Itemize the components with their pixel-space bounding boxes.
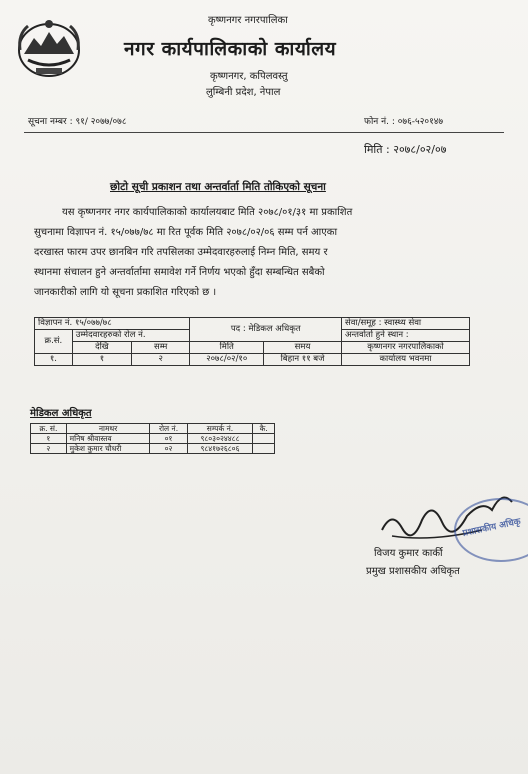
- cell-remarks: [253, 444, 275, 454]
- body-line: दरखास्त फारम उपर छानबिन गरि तपसिलका उम्मेदवारहरुलाई निम्न मिति, समय र: [34, 247, 328, 258]
- post-cell: पद : मेडिकल अधिकृत: [190, 318, 342, 342]
- phone-number: फोन नं. : ०७६-५२०१४७: [364, 117, 444, 127]
- table-row: [31, 444, 275, 454]
- notice-body: [34, 203, 492, 303]
- office-province: लुम्बिनी प्रदेश, नेपाल: [206, 87, 281, 98]
- signatory-name: विजय कुमार कार्की: [374, 548, 443, 559]
- place-header: अन्तर्वार्ता हुने स्थान :: [342, 330, 470, 342]
- section-label: मेडिकल अधिकृत: [30, 408, 92, 419]
- place-line1: कृष्णनगर नगरपालिकाको: [342, 342, 470, 354]
- from-header: देखि: [72, 342, 131, 354]
- time-header: समय: [264, 342, 342, 354]
- cell-contact: ९८४१७२६८०६: [187, 444, 253, 454]
- row-sn: १.: [35, 354, 73, 366]
- interview-schedule-table: [34, 317, 470, 366]
- ad-number-cell: विज्ञापन नं. १५/०७७/७८: [35, 318, 190, 330]
- body-line: यस कृष्णनगर नगर कार्यपालिकाको कार्यालयबाट मिति २०७८/०१/३१ मा प्रकाशित: [62, 207, 353, 218]
- notice-title: छोटो सूची प्रकाशन तथा अन्तर्वार्ता मिति तोकिएको सूचना: [110, 181, 326, 193]
- body-line: स्थानमा संचालन हुने अन्तर्वार्तामा समावेश गर्ने निर्णय भएको हुँदा सम्बन्धित सबैको: [34, 267, 325, 278]
- cell-sn: १: [31, 434, 67, 444]
- place-line2: कार्यालय भवनमा: [342, 354, 470, 366]
- col-header-remarks: कै.: [253, 424, 275, 434]
- row-from: १: [72, 354, 131, 366]
- stamp-text: प्रशासकीय अधिकृ: [461, 516, 522, 539]
- cell-roll: ०१: [150, 434, 187, 444]
- row-date: २०७८/०२/१०: [190, 354, 264, 366]
- cell-name: मनिष श्रीवास्तव: [66, 434, 150, 444]
- municipality-name: कृष्णनगर नगरपालिका: [208, 15, 288, 26]
- cell-name: मुकेश कुमार चौधरी: [66, 444, 150, 454]
- notice-date: मिति : २०७८/०२/०७: [364, 143, 447, 156]
- candidate-list-table: [30, 423, 275, 454]
- signatory-designation: प्रमुख प्रशासकीय अधिकृत: [366, 566, 460, 577]
- col-header-name: नामथर: [66, 424, 150, 434]
- col-header-roll: रोल नं.: [150, 424, 187, 434]
- col-header-sn: क्र. सं.: [31, 424, 67, 434]
- date-header: मिति: [190, 342, 264, 354]
- cell-roll: ०२: [150, 444, 187, 454]
- sn-header: क्र.सं.: [35, 330, 73, 354]
- nepal-government-emblem-icon: [14, 14, 84, 80]
- row-to: २: [132, 354, 190, 366]
- cell-remarks: [253, 434, 275, 444]
- cell-sn: २: [31, 444, 67, 454]
- body-line: सुचनामा विज्ञापन नं. १५/०७७/७८ मा रित पूर्वक मिति २०७८/०२/०६ सम्म पर्न आएका: [34, 227, 338, 238]
- cell-contact: ९८०३०२४४८८: [187, 434, 253, 444]
- office-address: कृष्णनगर, कपिलवस्तु: [210, 71, 288, 82]
- table-row: [31, 434, 275, 444]
- body-line: जानकारीको लागि यो सूचना प्रकाशित गरिएको छ ।: [34, 287, 217, 298]
- roll-header: उम्मेदवारहरुको रोल नं.: [72, 330, 190, 342]
- notice-number: सूचना नम्बर : ९१/ २०७७/०७८: [28, 117, 127, 127]
- col-header-contact: सम्पर्क नं.: [187, 424, 253, 434]
- office-title: नगर कार्यपालिकाको कार्यालय: [124, 38, 337, 60]
- to-header: सम्म: [132, 342, 190, 354]
- header-divider: [24, 132, 504, 133]
- row-time: बिहान ११ बजे: [264, 354, 342, 366]
- service-cell: सेवा/समूह : स्वास्थ्य सेवा: [342, 318, 470, 330]
